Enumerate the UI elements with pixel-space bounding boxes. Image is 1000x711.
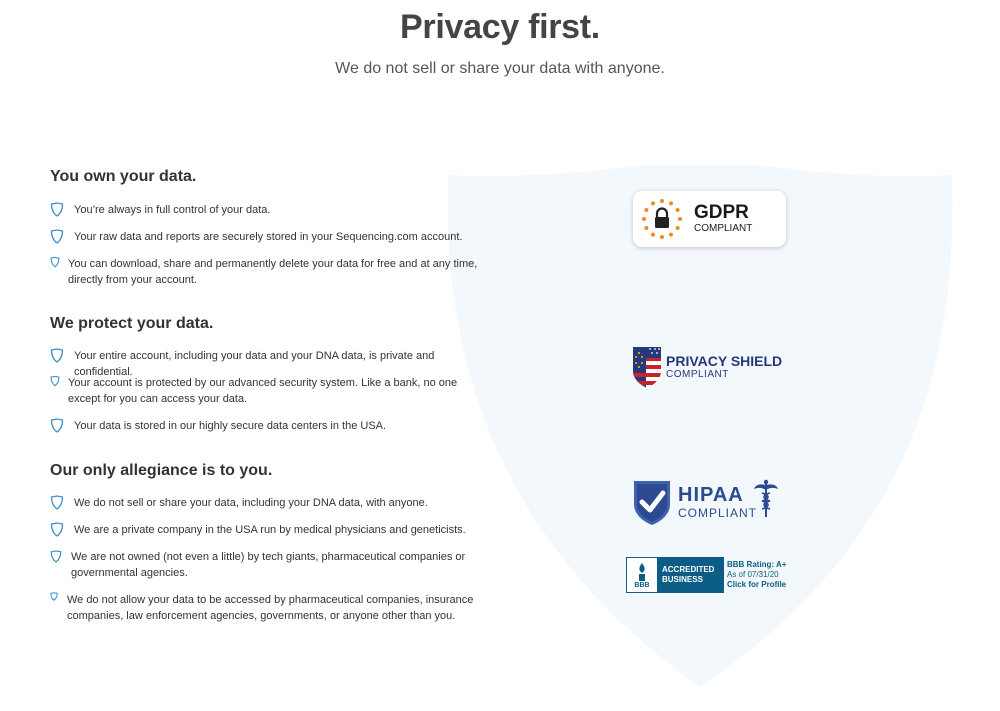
- list-item-text: Your data is stored in our highly secure data centers in the USA.: [74, 420, 387, 432]
- list-item: [50, 256, 490, 288]
- list-item: [50, 549, 480, 581]
- hipaa-subtitle: COMPLIANT: [678, 506, 758, 520]
- list-item: [50, 522, 490, 538]
- caduceus-icon: [753, 478, 779, 518]
- bbb-accredited: [658, 557, 724, 593]
- list-item: [50, 375, 490, 407]
- list-item: [50, 418, 490, 434]
- list-item: [50, 229, 490, 245]
- list-item: [50, 495, 490, 511]
- shield-outline-icon: [50, 418, 64, 433]
- shield-outline-icon: [50, 202, 64, 217]
- list-item-text: We do not allow your data to be accessed by pharmaceutical companies, insurance companies, law enforcement agencies, governments, or anyone other than you.: [67, 594, 474, 622]
- section-title-protect: We protect your data.: [50, 315, 214, 332]
- gdpr-title: GDPR: [694, 202, 749, 223]
- list-item-text: We are a private company in the USA run by medical physicians and geneticists.: [74, 524, 466, 536]
- flag-shield-icon: [632, 345, 662, 389]
- shield-outline-icon: [50, 592, 58, 601]
- privacy-shield-badge: [632, 344, 792, 390]
- shield-outline-icon: [50, 549, 62, 564]
- hipaa-badge: [632, 476, 792, 528]
- page-subtitle: We do not sell or share your data with anyone.: [335, 60, 665, 77]
- bbb-badge[interactable]: [626, 557, 788, 593]
- bbb-info: [724, 557, 786, 593]
- shield-outline-icon: [50, 229, 64, 244]
- shield-outline-icon: [50, 256, 60, 268]
- list-item-text: Your entire account, including your data and your DNA data, is private and confidential.: [74, 350, 435, 378]
- bbb-accredited-line1: ACCREDITED: [662, 565, 715, 574]
- shield-outline-icon: [50, 348, 64, 363]
- bbb-accredited-line2: BUSINESS: [662, 575, 703, 584]
- list-item-text: We do not sell or share your data, including your DNA data, with anyone.: [74, 497, 428, 509]
- bbb-profile-link[interactable]: Click for Profile: [727, 580, 787, 589]
- section-title-own: You own your data.: [50, 168, 197, 185]
- list-item: [50, 202, 490, 218]
- torch-icon: [634, 562, 650, 582]
- check-shield-icon: [632, 478, 672, 526]
- list-item-text: We are not owned (not even a little) by tech giants, pharmaceutical companies or governmental agencies.: [71, 551, 466, 579]
- bbb-rating: BBB Rating: A+: [727, 560, 787, 569]
- bbb-date: As of 07/31/20: [727, 570, 779, 579]
- privacy-shield-title: PRIVACY SHIELD: [666, 353, 783, 369]
- gdpr-subtitle: COMPLIANT: [694, 223, 753, 234]
- list-item-text: You can download, share and permanently delete your data for free and at any time, directly from your account.: [68, 258, 478, 286]
- list-item: [50, 592, 480, 624]
- shield-outline-icon: [50, 375, 60, 387]
- hipaa-title: HIPAA: [678, 484, 744, 506]
- page-title: Privacy first.: [400, 8, 600, 46]
- shield-outline-icon: [50, 495, 64, 510]
- list-item-text: Your raw data and reports are securely stored in your Sequencing.com account.: [74, 231, 463, 243]
- list-item-text: You’re always in full control of your data.: [74, 204, 271, 216]
- list-item-text: Your account is protected by our advanced security system. Like a bank, no one except for you can access your data.: [68, 377, 458, 405]
- bbb-logo-text: BBB: [634, 581, 650, 589]
- gdpr-badge: [633, 191, 786, 247]
- lock-icon: [640, 197, 684, 241]
- bbb-logo: [626, 557, 658, 593]
- privacy-shield-subtitle: COMPLIANT: [666, 369, 729, 380]
- shield-outline-icon: [50, 522, 64, 537]
- section-title-allegiance: Our only allegiance is to you.: [50, 462, 273, 479]
